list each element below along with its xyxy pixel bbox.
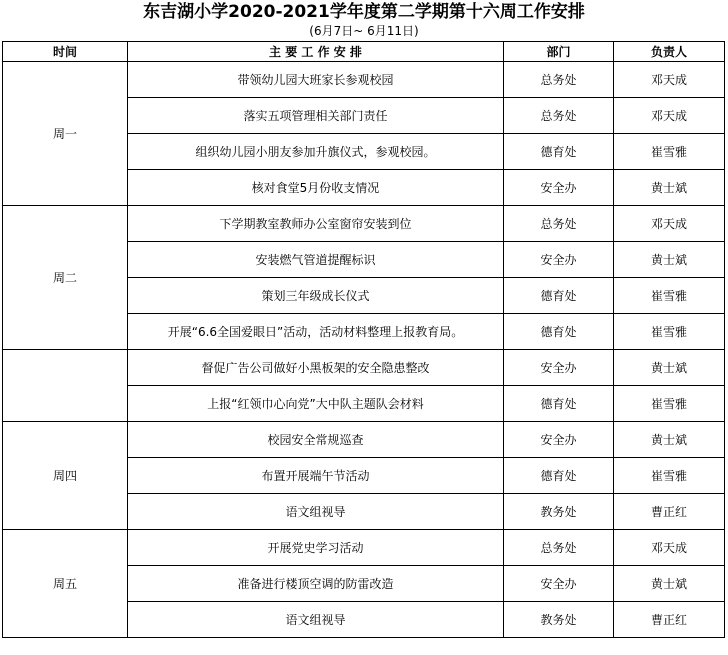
dept-cell: 德育处 <box>504 386 614 422</box>
table-row <box>3 422 725 458</box>
owner-cell: 崔雪雅 <box>614 314 725 350</box>
task-cell: 校园安全常规巡查 <box>128 422 504 458</box>
task-cell: 开展党史学习活动 <box>128 530 504 566</box>
header-owner: 负责人 <box>614 42 725 62</box>
owner-cell: 邓天成 <box>614 62 725 98</box>
owner-cell: 黄士斌 <box>614 170 725 206</box>
task-cell: 督促广告公司做好小黑板架的安全隐患整改 <box>128 350 504 386</box>
dept-cell: 教务处 <box>504 602 614 638</box>
header-task: 主 要 工 作 安 排 <box>128 42 504 62</box>
task-cell: 策划三年级成长仪式 <box>128 278 504 314</box>
task-cell: 语文组视导 <box>128 494 504 530</box>
owner-cell: 黄士斌 <box>614 350 725 386</box>
dept-cell: 德育处 <box>504 134 614 170</box>
table-row <box>3 62 725 98</box>
owner-cell: 邓天成 <box>614 206 725 242</box>
page-title: 东吉湖小学2020-2021学年度第二学期第十六周工作安排 <box>143 2 585 22</box>
day-cell: 周一 <box>3 62 128 206</box>
dept-cell: 总务处 <box>504 530 614 566</box>
dept-cell: 总务处 <box>504 206 614 242</box>
owner-cell: 崔雪雅 <box>614 386 725 422</box>
dept-cell: 教务处 <box>504 494 614 530</box>
dept-cell: 安全办 <box>504 566 614 602</box>
task-cell: 安装燃气管道提醒标识 <box>128 242 504 278</box>
task-cell: 布置开展端午节活动 <box>128 458 504 494</box>
header-dept: 部门 <box>504 42 614 62</box>
table-row <box>3 350 725 386</box>
task-cell: 上报“红领巾心向党”大中队主题队会材料 <box>128 386 504 422</box>
day-cell: 周二 <box>3 206 128 350</box>
header-row <box>3 42 725 62</box>
owner-cell: 黄士斌 <box>614 242 725 278</box>
day-cell <box>3 350 128 422</box>
date-range: (6月7日~ 6月11日) <box>309 24 419 38</box>
dept-cell: 德育处 <box>504 278 614 314</box>
dept-cell: 安全办 <box>504 350 614 386</box>
owner-cell: 崔雪雅 <box>614 458 725 494</box>
day-cell: 周四 <box>3 422 128 530</box>
dept-cell: 总务处 <box>504 98 614 134</box>
dept-cell: 安全办 <box>504 170 614 206</box>
owner-cell: 崔雪雅 <box>614 278 725 314</box>
dept-cell: 总务处 <box>504 62 614 98</box>
day-cell: 周五 <box>3 530 128 638</box>
task-cell: 开展“6.6全国爱眼日”活动，活动材料整理上报教育局。 <box>128 314 504 350</box>
task-cell: 准备进行楼顶空调的防雷改造 <box>128 566 504 602</box>
owner-cell: 邓天成 <box>614 530 725 566</box>
task-cell: 语文组视导 <box>128 602 504 638</box>
owner-cell: 曹正红 <box>614 602 725 638</box>
task-cell: 组织幼儿园小朋友参加升旗仪式，参观校园。 <box>128 134 504 170</box>
dept-cell: 安全办 <box>504 422 614 458</box>
owner-cell: 曹正红 <box>614 494 725 530</box>
header-time: 时间 <box>3 42 128 62</box>
schedule-table <box>2 41 725 638</box>
dept-cell: 德育处 <box>504 458 614 494</box>
owner-cell: 黄士斌 <box>614 566 725 602</box>
dept-cell: 德育处 <box>504 314 614 350</box>
owner-cell: 邓天成 <box>614 98 725 134</box>
dept-cell: 安全办 <box>504 242 614 278</box>
schedule-body <box>3 62 725 638</box>
task-cell: 落实五项管理相关部门责任 <box>128 98 504 134</box>
task-cell: 下学期教室教师办公室窗帘安装到位 <box>128 206 504 242</box>
table-row <box>3 530 725 566</box>
table-row <box>3 206 725 242</box>
owner-cell: 崔雪雅 <box>614 134 725 170</box>
task-cell: 核对食堂5月份收支情况 <box>128 170 504 206</box>
task-cell: 带领幼儿园大班家长参观校园 <box>128 62 504 98</box>
owner-cell: 黄士斌 <box>614 422 725 458</box>
